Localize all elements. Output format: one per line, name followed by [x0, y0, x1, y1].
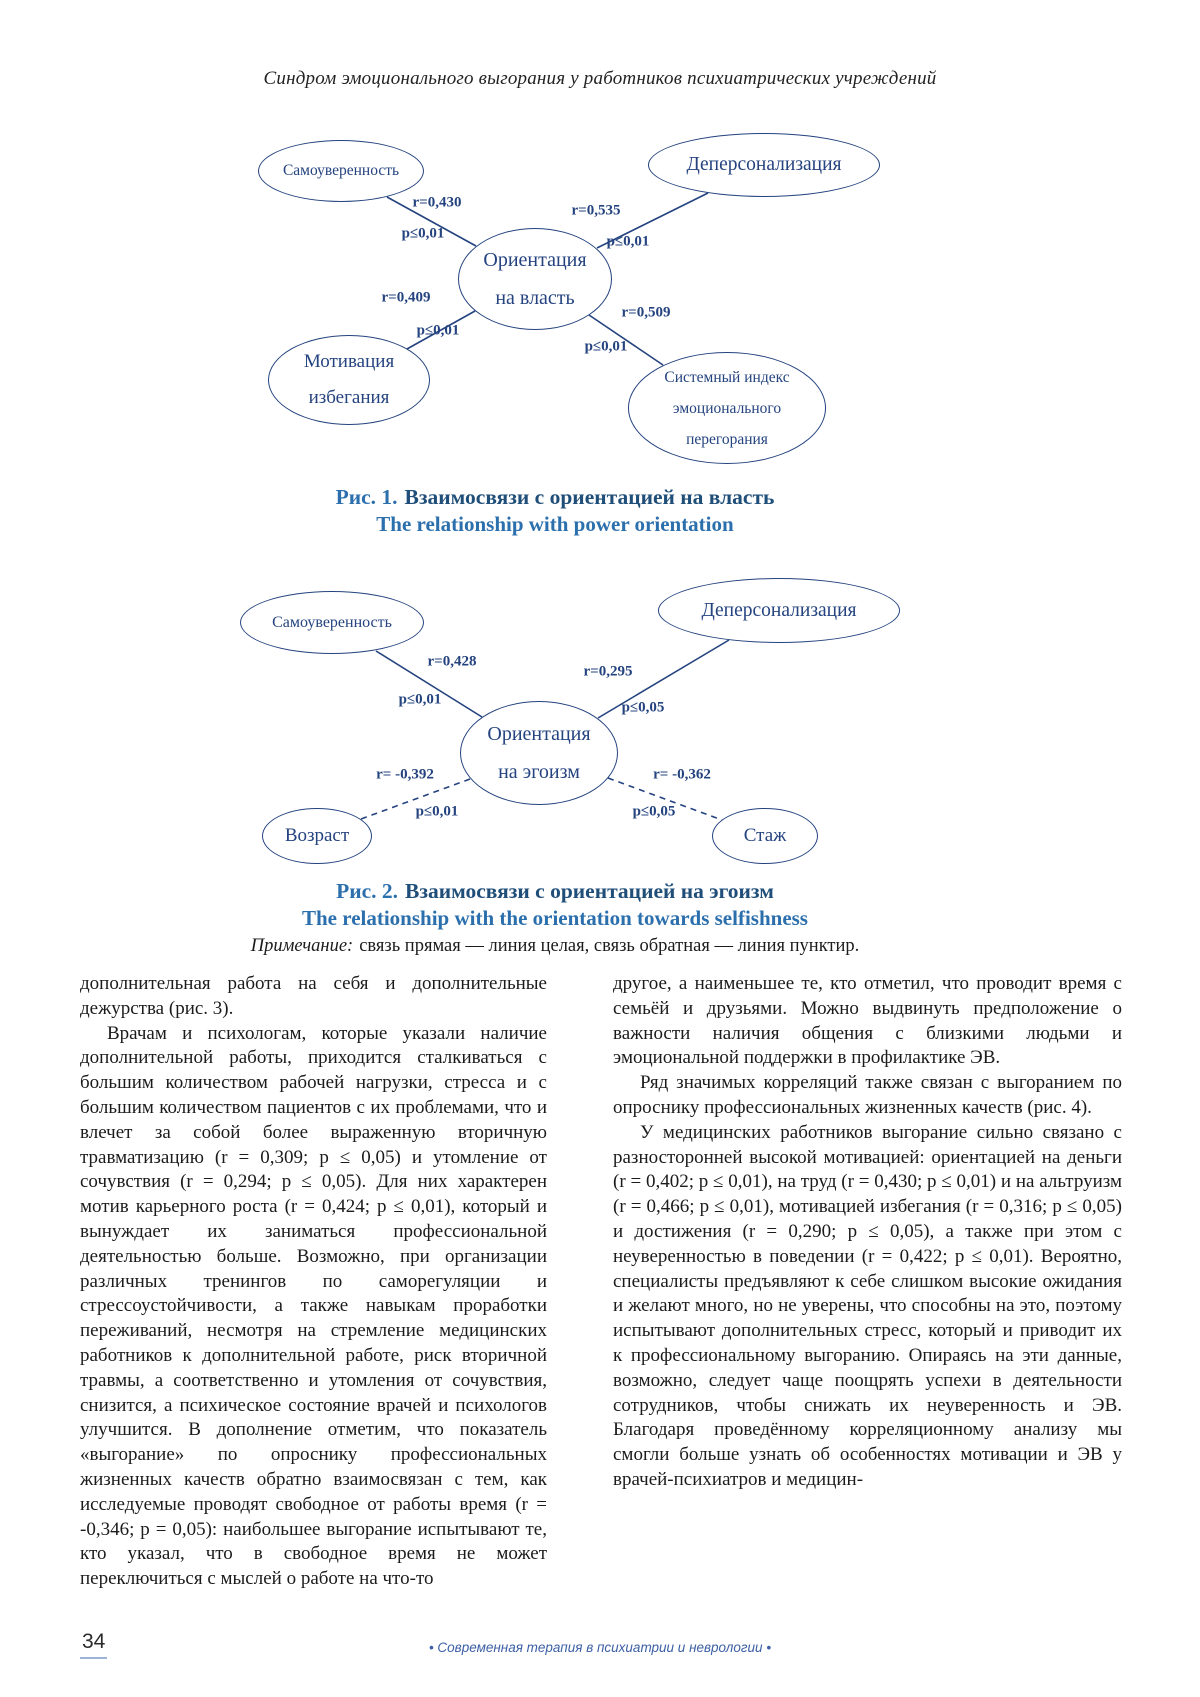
paragraph: У медицинских работников выгорание сильно связано с разносторонней высокой мотивацией: ориентацией на деньги (r = 0,402; p ≤ 0,01), на труд (r = 0,430; p ≤ 0,01) и на альтруизм (r = 0,466; p ≤ 0,01), мотивацией избегания (r = 0,316; p ≤ 0,05) и достижения (r = 0,290; p ≤ 0,05), а также при этом с неуверенностью в поведении (r = 0,422; p ≤ 0,01). Вероятно, специалисты предъявляют к себе слишком высокие ожидания и желают много, но не уверены, что способны на это, поэтому испытывают дополнительных стресс, который и приводит их к профессиональному выгоранию. Опираясь на эти данные, возможно, следует чаще поощрять успехи в деятельности сотрудников, чтобы снижать их неуверенность и ЭВ. Благодаря проведённому корреляционному анализу мы смогли больше узнать об особенностях мотивации и ЭВ у врачей-психиатров и медицин-	[613, 1121, 1122, 1490]
note-text: связь прямая — линия целая, связь обратная — линия пунктир.	[359, 936, 860, 956]
left-column	[80, 972, 547, 1592]
edge-label-r: r= -0,392	[376, 766, 434, 783]
node-burnout-index	[628, 352, 826, 464]
edge-label-p: p≤0,05	[632, 803, 676, 820]
node-label: Самоуверенность	[282, 162, 400, 179]
node-label: Ориентация	[487, 723, 591, 745]
edge-label-r: r=0,430	[412, 194, 462, 211]
node-label: Деперсонализация	[701, 599, 857, 621]
node-label: Самоуверенность	[272, 613, 392, 631]
paragraph: Ряд значимых корреляций также связан с выгоранием по опроснику профессиональных жизненных качеств (рис. 4).	[613, 1072, 1122, 1118]
node-label: Стаж	[743, 825, 787, 846]
node-label: на эгоизм	[498, 761, 580, 783]
figure-1-diagram	[80, 120, 1120, 475]
node-avoidance-motivation	[268, 335, 430, 425]
node-selfishness-orientation	[460, 701, 618, 805]
node-label: Системный индекс	[664, 368, 790, 386]
node-power-orientation	[458, 228, 612, 330]
node-label: эмоционального	[672, 399, 782, 417]
edge-label-p: p≤0,01	[416, 322, 460, 339]
edge-label-r: r=0,509	[621, 304, 671, 321]
edge-label-r: r=0,535	[571, 202, 621, 219]
edge-label-p: p≤0,01	[606, 233, 650, 250]
edge-label-r: r=0,295	[583, 663, 633, 680]
node-label: Возраст	[284, 825, 350, 846]
caption-ru-text: Взаимосвязи с ориентацией на эгоизм	[405, 879, 774, 903]
node-self-confidence	[258, 140, 424, 202]
node-experience	[712, 808, 818, 864]
node-self-confidence	[240, 591, 424, 654]
caption-ru	[80, 484, 1030, 511]
node-label: перегорания	[686, 430, 768, 448]
node-label: Мотивация	[303, 351, 395, 372]
note-label: Примечание:	[250, 936, 354, 956]
edge-label-r: r= -0,362	[653, 766, 711, 783]
figure-note	[80, 936, 1030, 957]
figure-2-caption	[80, 878, 1030, 931]
caption-number: Рис. 1.	[335, 485, 398, 509]
edge-label-p: p≤0,01	[415, 803, 459, 820]
edge-label-p: p≤0,01	[584, 338, 628, 355]
caption-en: The relationship with the orientation towards selfishness	[302, 906, 808, 930]
paragraph: Врачам и психологам, которые указали наличие дополнительной работы, приходится сталкиваться с большим количеством рабочей нагрузки, стресса и с большим количеством пациентов с их проблемами, что и влечет за собой более выраженную вторичную травматизацию (r = 0,309; p ≤ 0,05) и утомление от сочувствия (r = 0,294; p ≤ 0,05). Для них характерен мотив карьерного роста (r = 0,424; p ≤ 0,01), который и вынуждает их заниматься профессиональной деятельностью больше. Возможно, при организации различных тренингов по саморегуляции и стрессоустойчивости, а также навыкам проработки переживаний, несмотря на стремление медицинских работников к дополнительной работе, риск вторичной травмы, а соответственно и утомления от сочувствия, снизится, а психическое состояние врачей и психологов улучшится. В дополнение отметим, что показатель «выгорание» по опроснику профессиональных жизненных качеств обратно взаимосвязан с тем, как исследуемые проводят свободное от работы время (r = -0,346; p = 0,05): наибольшее выгорание испытывают те, кто указал, что в свободное время не может переключиться с мыслей о работе на что-то	[80, 1022, 547, 1590]
node-depersonalization	[658, 578, 900, 643]
node-label: избегания	[308, 387, 390, 408]
figure-2-diagram	[80, 560, 1120, 872]
paragraph: другое, а наименьшее те, кто отметил, что проводит время с семьёй и друзьями. Можно выдвинуть предположение о важности наличия общения с близкими людьми и эмоциональной поддержки в профилактике ЭВ.	[613, 973, 1122, 1069]
caption-ru	[80, 878, 1030, 905]
edge-label-r: r=0,428	[427, 653, 477, 670]
edge-label-p: p≤0,05	[621, 699, 665, 716]
paragraph: дополнительная работа на себя и дополнительные дежурства (рис. 3).	[80, 973, 547, 1019]
caption-ru-text: Взаимосвязи с ориентацией на власть	[404, 485, 775, 509]
figure-2-connector-lines	[80, 560, 1120, 872]
right-column	[613, 972, 1122, 1493]
page-number: 34	[80, 1630, 107, 1659]
caption-en: The relationship with power orientation	[376, 512, 734, 536]
edge-label-p: p≤0,01	[398, 691, 442, 708]
node-label: на власть	[495, 287, 575, 309]
running-head: Синдром эмоционального выгорания у работников психиатрических учреждений	[263, 68, 937, 89]
edge-label-p: p≤0,01	[401, 225, 445, 242]
node-label: Ориентация	[483, 249, 587, 271]
journal-name: • Современная терапия в психиатрии и неврологии •	[428, 1640, 772, 1655]
node-depersonalization	[648, 133, 880, 197]
figure-1-caption	[80, 484, 1030, 537]
node-age	[262, 808, 372, 864]
node-label: Деперсонализация	[686, 154, 842, 175]
edge-label-r: r=0,409	[381, 289, 431, 306]
caption-number: Рис. 2.	[336, 879, 399, 903]
